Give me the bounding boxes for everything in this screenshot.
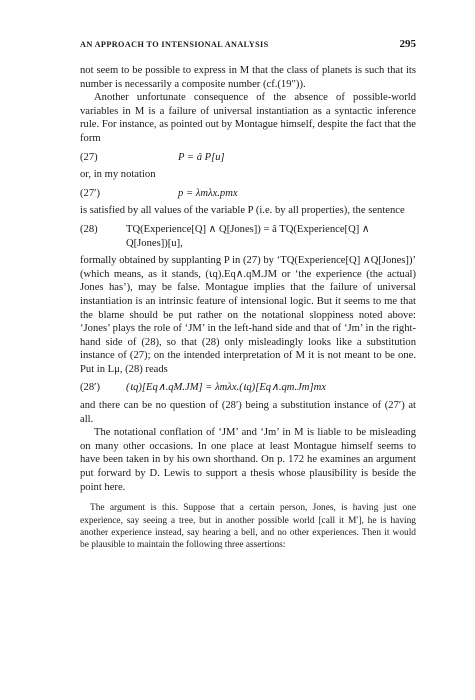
running-head [80,38,416,50]
equation-28-label: (28) [80,223,98,235]
equation-27 [80,151,416,165]
paragraph-4: is satisfied by all values of the variable P (i.e. by all properties), the sentence [80,205,405,217]
equation-28-prime-body: (⍳q)[Eq∧.qM.JM] = λmλx.(⍳q)[Eq∧.qm.Jm]mx [126,382,326,394]
paragraph-6: and there can be no question of (28′) being a substitution instance of (27′) at all. [80,400,416,425]
equation-28-body [120,223,416,250]
page [80,38,416,551]
equation-27-prime-body: p = λmλx.pmx [178,187,238,199]
equation-28-line-1: TQ(Experience[Q] ∧ Q[Jones]) = â TQ(Experience[Q] ∧ [126,223,370,235]
page-number: 295 [399,38,416,50]
paragraph-7: The notational conflation of ‘JM’ and ‘Jm’ in M is liable to be misleading on many other occasions. In one place at least Montague himself seems to have been taken in by his own shorthand. On p. 172 he examines an argument put forward by D. Lewis to support a thesis whose plausibility is beside the point here. [80,427,416,493]
quoted-argument [80,502,416,551]
paragraph-8: The argument is this. Suppose that a certain person, Jones, is having just one experience, say seeing a tree, but in another possible world [call it M′], he is having another experience instead, say hearing a bell, and no other experiences. Then it would be plausible to maintain the following three assertions: [80,503,416,551]
paragraph-1: not seem to be possible to express in M that the class of planets is such that its number is necessarily a composite number (cf.(19″)). [80,65,416,90]
paragraph-2: Another unfortunate consequence of the absence of possible-world variables in M is a failure of universal instantiation as a syntactic inference rule. For instance, as pointed out by Montague himself, despite the fact that the form [80,92,416,144]
equation-28 [80,223,416,250]
equation-28-prime [80,381,416,395]
equation-28-prime-label: (28′) [80,382,100,394]
equation-27-body: P = â P[u] [178,151,225,163]
paragraph-3: or, in my notation [80,169,156,181]
equation-27-prime [80,187,416,201]
equation-27-prime-label: (27′) [80,187,100,199]
equation-27-label: (27) [80,151,98,163]
paragraph-5: formally obtained by supplanting P in (27) by ‘TQ(Experience[Q] ∧Q[Jones])’ (which means, as it stands, (⍳q).Eq∧.qM.JM or ‘the experience (the actual) Jones has’), may be false. Montague implies that the failure of universal instantiation is an intrinsic feature of intensional logic. But it seems to me that the blame should be put rather on the notational sloppiness noted above: ‘Jones’ plays the role of ‘JM’ in the left-hand side and that of ‘Jm’ in the right-hand side of (28), so that (28) only misleadingly looks like a substitution instance of (27); on the intended interpretation of M it is not meant to be one. Put in Lμ, (28) reads [80,255,416,375]
running-head-title: AN APPROACH TO INTENSIONAL ANALYSIS [80,40,269,49]
equation-28-line-2: Q[Jones])[u], [126,237,183,249]
